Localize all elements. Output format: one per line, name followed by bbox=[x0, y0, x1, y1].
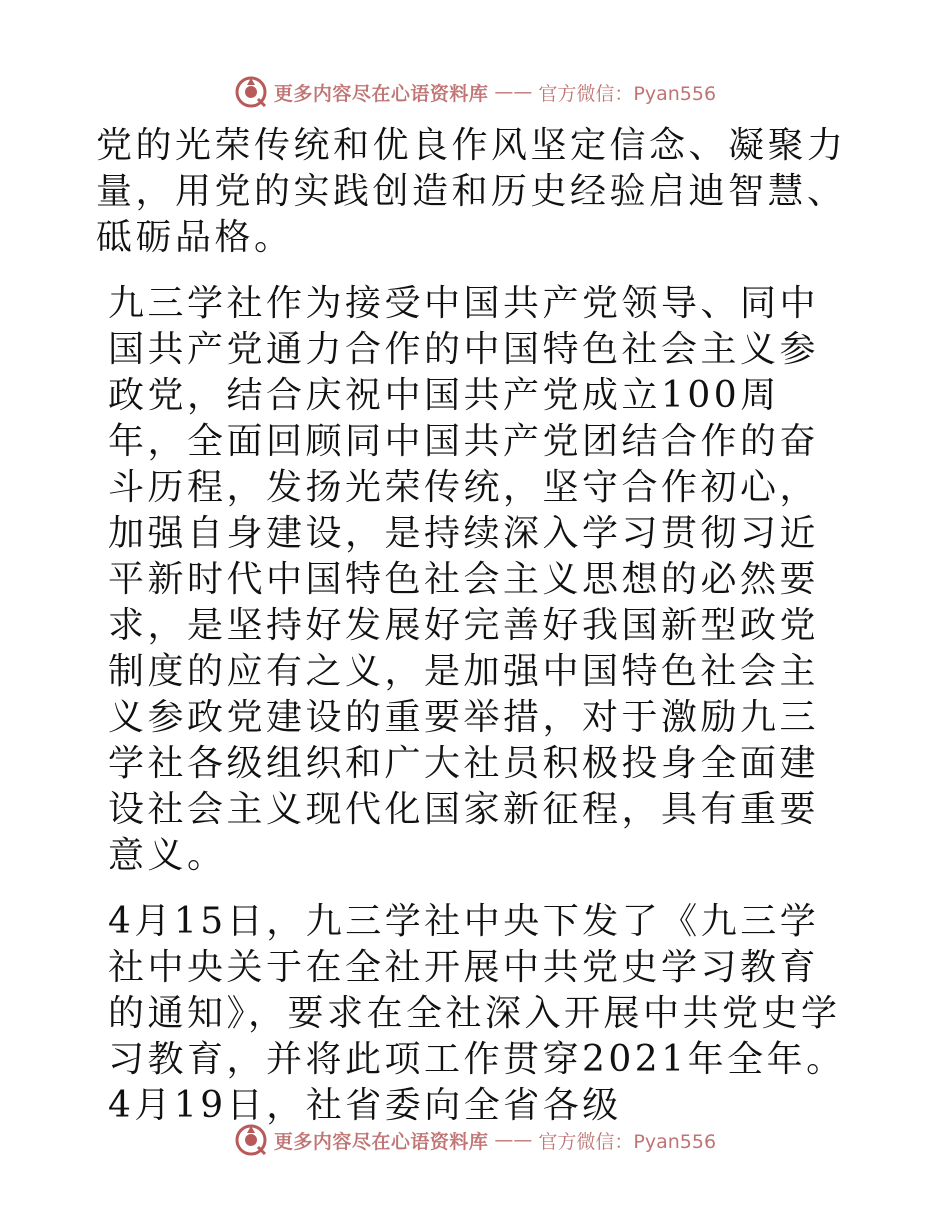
watermark-separator: —— bbox=[494, 81, 533, 103]
watermark-official-text: 官方微信：Pyan556 bbox=[538, 1130, 717, 1153]
paragraph-2: 九三学社作为接受中国共产党领导、同中国共产党通力合作的中国特色社会主义参政党，结合庆祝中国共产党成立100周年，全面回顾同中国共产党团结合作的奋斗历程，发扬光荣传统，坚守合作初心，加强自身建设，是持续深入学习贯彻习近平新时代中国特色社会主义思想的必然要求，是坚持好发展好完善好我国新型政党制度的应有之义，是加强中国特色社会主义参政党建设的重要举措，对于激励九三学社各级组织和广大社员积极投身全面建设社会主义现代化国家新征程，具有重要意义。 bbox=[108, 283, 820, 876]
watermark-main-text: 更多内容尽在心语资料库 bbox=[273, 1130, 489, 1153]
document-body bbox=[96, 123, 856, 1129]
brand-logo-icon bbox=[234, 1123, 268, 1157]
brand-logo-icon bbox=[234, 75, 268, 109]
paragraph-3: 4月15日，九三学社中央下发了《九三学社中央关于在全社开展中共党史学习教育的通知》，要求在全社深入开展中共党史学习教育，并将此项工作贯穿2021年全年。4月19日，社省委向全省各级 bbox=[108, 901, 846, 1126]
header-watermark bbox=[0, 72, 950, 112]
watermark-separator: —— bbox=[494, 1129, 533, 1151]
paragraph-1: 党的光荣传统和优良作风坚定信念、凝聚力量，用党的实践创造和历史经验启迪智慧、砥砺品格。 bbox=[96, 125, 847, 258]
watermark-official-text: 官方微信：Pyan556 bbox=[538, 82, 717, 105]
footer-watermark bbox=[0, 1120, 950, 1160]
watermark-main-text: 更多内容尽在心语资料库 bbox=[273, 82, 489, 105]
